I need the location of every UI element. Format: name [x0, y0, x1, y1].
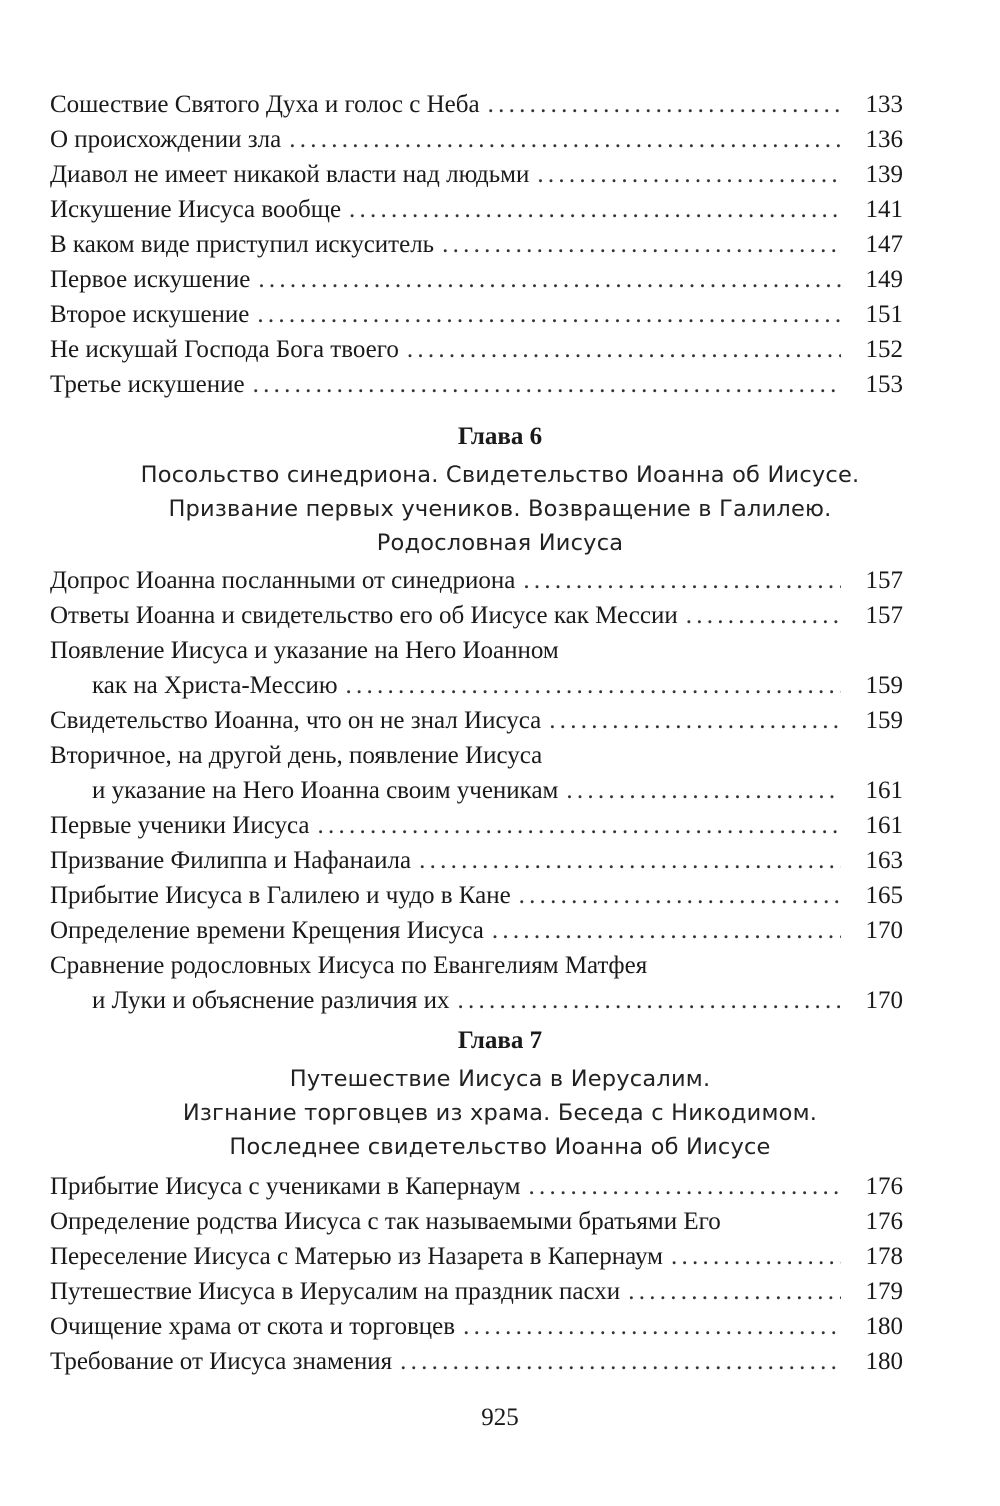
toc-entry — [50, 1204, 903, 1239]
dot-leader — [442, 227, 841, 262]
toc-entry — [50, 262, 903, 297]
toc-entry-title: и Луки и объяснение различия их — [92, 987, 450, 1014]
toc-entry-page: 163 — [865, 847, 903, 874]
toc-entry — [50, 808, 903, 843]
dot-leader — [528, 1169, 841, 1204]
toc-entry-title: Определение родства Иисуса с так называемыми братьями Его — [50, 1208, 721, 1235]
dot-leader — [523, 563, 841, 598]
dot-leader — [549, 703, 841, 738]
toc-entry — [50, 948, 903, 1018]
chapter-6-subtitle — [0, 458, 1000, 560]
toc-entry — [50, 297, 903, 332]
toc-entry-page: 165 — [865, 882, 903, 909]
toc-entry-title: Третье искушение — [50, 371, 245, 398]
toc-entry-title: Допрос Иоанна посланными от синедриона — [50, 567, 516, 594]
toc-entry-title: Сошествие Святого Духа и голос с Неба — [50, 91, 480, 118]
dot-leader — [671, 1239, 841, 1274]
dot-leader — [253, 367, 841, 402]
dot-leader — [400, 1344, 841, 1379]
toc-entry-title: Требование от Иисуса знамения — [50, 1348, 393, 1375]
toc-entry-title: Определение времени Крещения Иисуса — [50, 917, 484, 944]
toc-entry-page: 153 — [865, 371, 903, 398]
toc-entry-title: как на Христа-Мессию — [92, 672, 338, 699]
toc-entry — [50, 1169, 903, 1204]
toc-entry-page: 159 — [865, 707, 903, 734]
dot-leader — [519, 878, 841, 913]
chapter-subtitle-line: Призвание первых учеников. Возвращение в Галилею. — [168, 496, 832, 522]
dot-leader — [289, 122, 841, 157]
chapter-7-title: Глава 7 — [457, 1027, 543, 1054]
toc-entry-page: 151 — [865, 301, 903, 328]
toc-entry-page: 161 — [865, 812, 903, 839]
dot-leader — [537, 157, 841, 192]
chapter-6-entries — [50, 563, 903, 1018]
toc-entry — [50, 843, 903, 878]
toc-entry-title: Прибытие Иисуса в Галилею и чудо в Кане — [50, 882, 511, 909]
toc-entry-page: 157 — [865, 602, 903, 629]
toc-entry — [50, 1274, 903, 1309]
dot-leader — [258, 262, 841, 297]
toc-entry-title: Очищение храма от скота и торговцев — [50, 1313, 456, 1340]
toc-entry — [50, 227, 903, 262]
toc-entry-page: 180 — [865, 1313, 903, 1340]
toc-entry-page: 170 — [865, 987, 903, 1014]
toc-entry-title: Появление Иисуса и указание на Него Иоанном — [50, 637, 559, 664]
toc-entry-title: Свидетельство Иоанна, что он не знал Иисуса — [50, 707, 542, 734]
toc-entry — [50, 633, 903, 703]
toc-section-continued — [50, 87, 903, 402]
toc-entry-title: Путешествие Иисуса в Иерусалим на праздник пасхи — [50, 1278, 621, 1305]
toc-entry — [50, 878, 903, 913]
toc-entry — [50, 367, 903, 402]
chapter-7-entries — [50, 1169, 903, 1379]
chapter-subtitle-line: Посольство синедриона. Свидетельство Иоанна об Иисусе. — [140, 462, 860, 488]
toc-entry-title: Первое искушение — [50, 266, 251, 293]
toc-entry-page: 157 — [865, 567, 903, 594]
toc-entry-page: 149 — [865, 266, 903, 293]
toc-entry-page: 161 — [865, 777, 903, 804]
toc-entry — [50, 1239, 903, 1274]
toc-entry-title: Диавол не имеет никакой власти над людьми — [50, 161, 530, 188]
dot-leader — [257, 297, 841, 332]
dot-leader — [488, 87, 841, 122]
chapter-7-subtitle — [0, 1062, 1000, 1164]
dot-leader — [492, 913, 841, 948]
toc-entry — [50, 157, 903, 192]
toc-entry-page: 139 — [865, 161, 903, 188]
toc-entry-page: 176 — [865, 1208, 903, 1235]
toc-entry-page: 179 — [865, 1278, 903, 1305]
toc-entry-title: и указание на Него Иоанна своим ученикам — [92, 777, 559, 804]
toc-entry-title: В каком виде приступил искуситель — [50, 231, 435, 258]
toc-entry-page: 136 — [865, 126, 903, 153]
dot-leader — [628, 1274, 841, 1309]
toc-entry — [50, 87, 903, 122]
page-number: 925 — [481, 1404, 519, 1431]
chapter-subtitle-line: Изгнание торговцев из храма. Беседа с Никодимом. — [182, 1100, 818, 1126]
toc-entry-page: 170 — [865, 917, 903, 944]
toc-entry — [50, 1344, 903, 1379]
chapter-subtitle-line: Родословная Иисуса — [376, 530, 624, 556]
toc-entry — [50, 913, 903, 948]
toc-entry — [50, 1309, 903, 1344]
toc-entry-page: 180 — [865, 1348, 903, 1375]
toc-entry-title: Искушение Иисуса вообще — [50, 196, 342, 223]
toc-entry-page: 159 — [865, 672, 903, 699]
toc-entry-page: 147 — [865, 231, 903, 258]
toc-entry — [50, 122, 903, 157]
toc-entry-title: Прибытие Иисуса с учениками в Капернаум — [50, 1173, 521, 1200]
dot-leader — [346, 668, 841, 703]
toc-entry-page: 133 — [865, 91, 903, 118]
chapter-6-title: Глава 6 — [457, 423, 543, 450]
toc-entry-title: Второе искушение — [50, 301, 250, 328]
toc-entry — [50, 192, 903, 227]
toc-entry — [50, 598, 903, 633]
toc-entry-page: 152 — [865, 336, 903, 363]
dot-leader — [686, 598, 841, 633]
toc-entry — [50, 703, 903, 738]
toc-entry-page: 178 — [865, 1243, 903, 1270]
toc-entry-title: Первые ученики Иисуса — [50, 812, 310, 839]
toc-entry-title: Переселение Иисуса с Матерью из Назарета в Капернаум — [50, 1243, 664, 1270]
toc-entry — [50, 332, 903, 367]
toc-entry-title: Ответы Иоанна и свидетельство его об Иисусе как Мессии — [50, 602, 678, 629]
toc-entry-title: Сравнение родословных Иисуса по Евангелиям Матфея — [50, 952, 648, 979]
toc-entry — [50, 563, 903, 598]
dot-leader — [318, 808, 842, 843]
toc-entry-title: Призвание Филиппа и Нафанаила — [50, 847, 412, 874]
toc-entry-page: 141 — [865, 196, 903, 223]
dot-leader — [463, 1309, 841, 1344]
dot-leader — [566, 773, 841, 808]
dot-leader — [407, 332, 841, 367]
chapter-subtitle-line: Последнее свидетельство Иоанна об Иисусе — [229, 1134, 771, 1160]
dot-leader — [349, 192, 841, 227]
toc-entry — [50, 738, 903, 808]
chapter-subtitle-line: Путешествие Иисуса в Иерусалим. — [289, 1066, 711, 1092]
dot-leader — [457, 983, 841, 1018]
toc-entry-title: Вторичное, на другой день, появление Иисуса — [50, 742, 543, 769]
toc-entry-title: О происхождении зла — [50, 126, 282, 153]
toc-entry-title: Не искушай Господа Бога твоего — [50, 336, 399, 363]
toc-entry-page: 176 — [865, 1173, 903, 1200]
dot-leader — [419, 843, 841, 878]
